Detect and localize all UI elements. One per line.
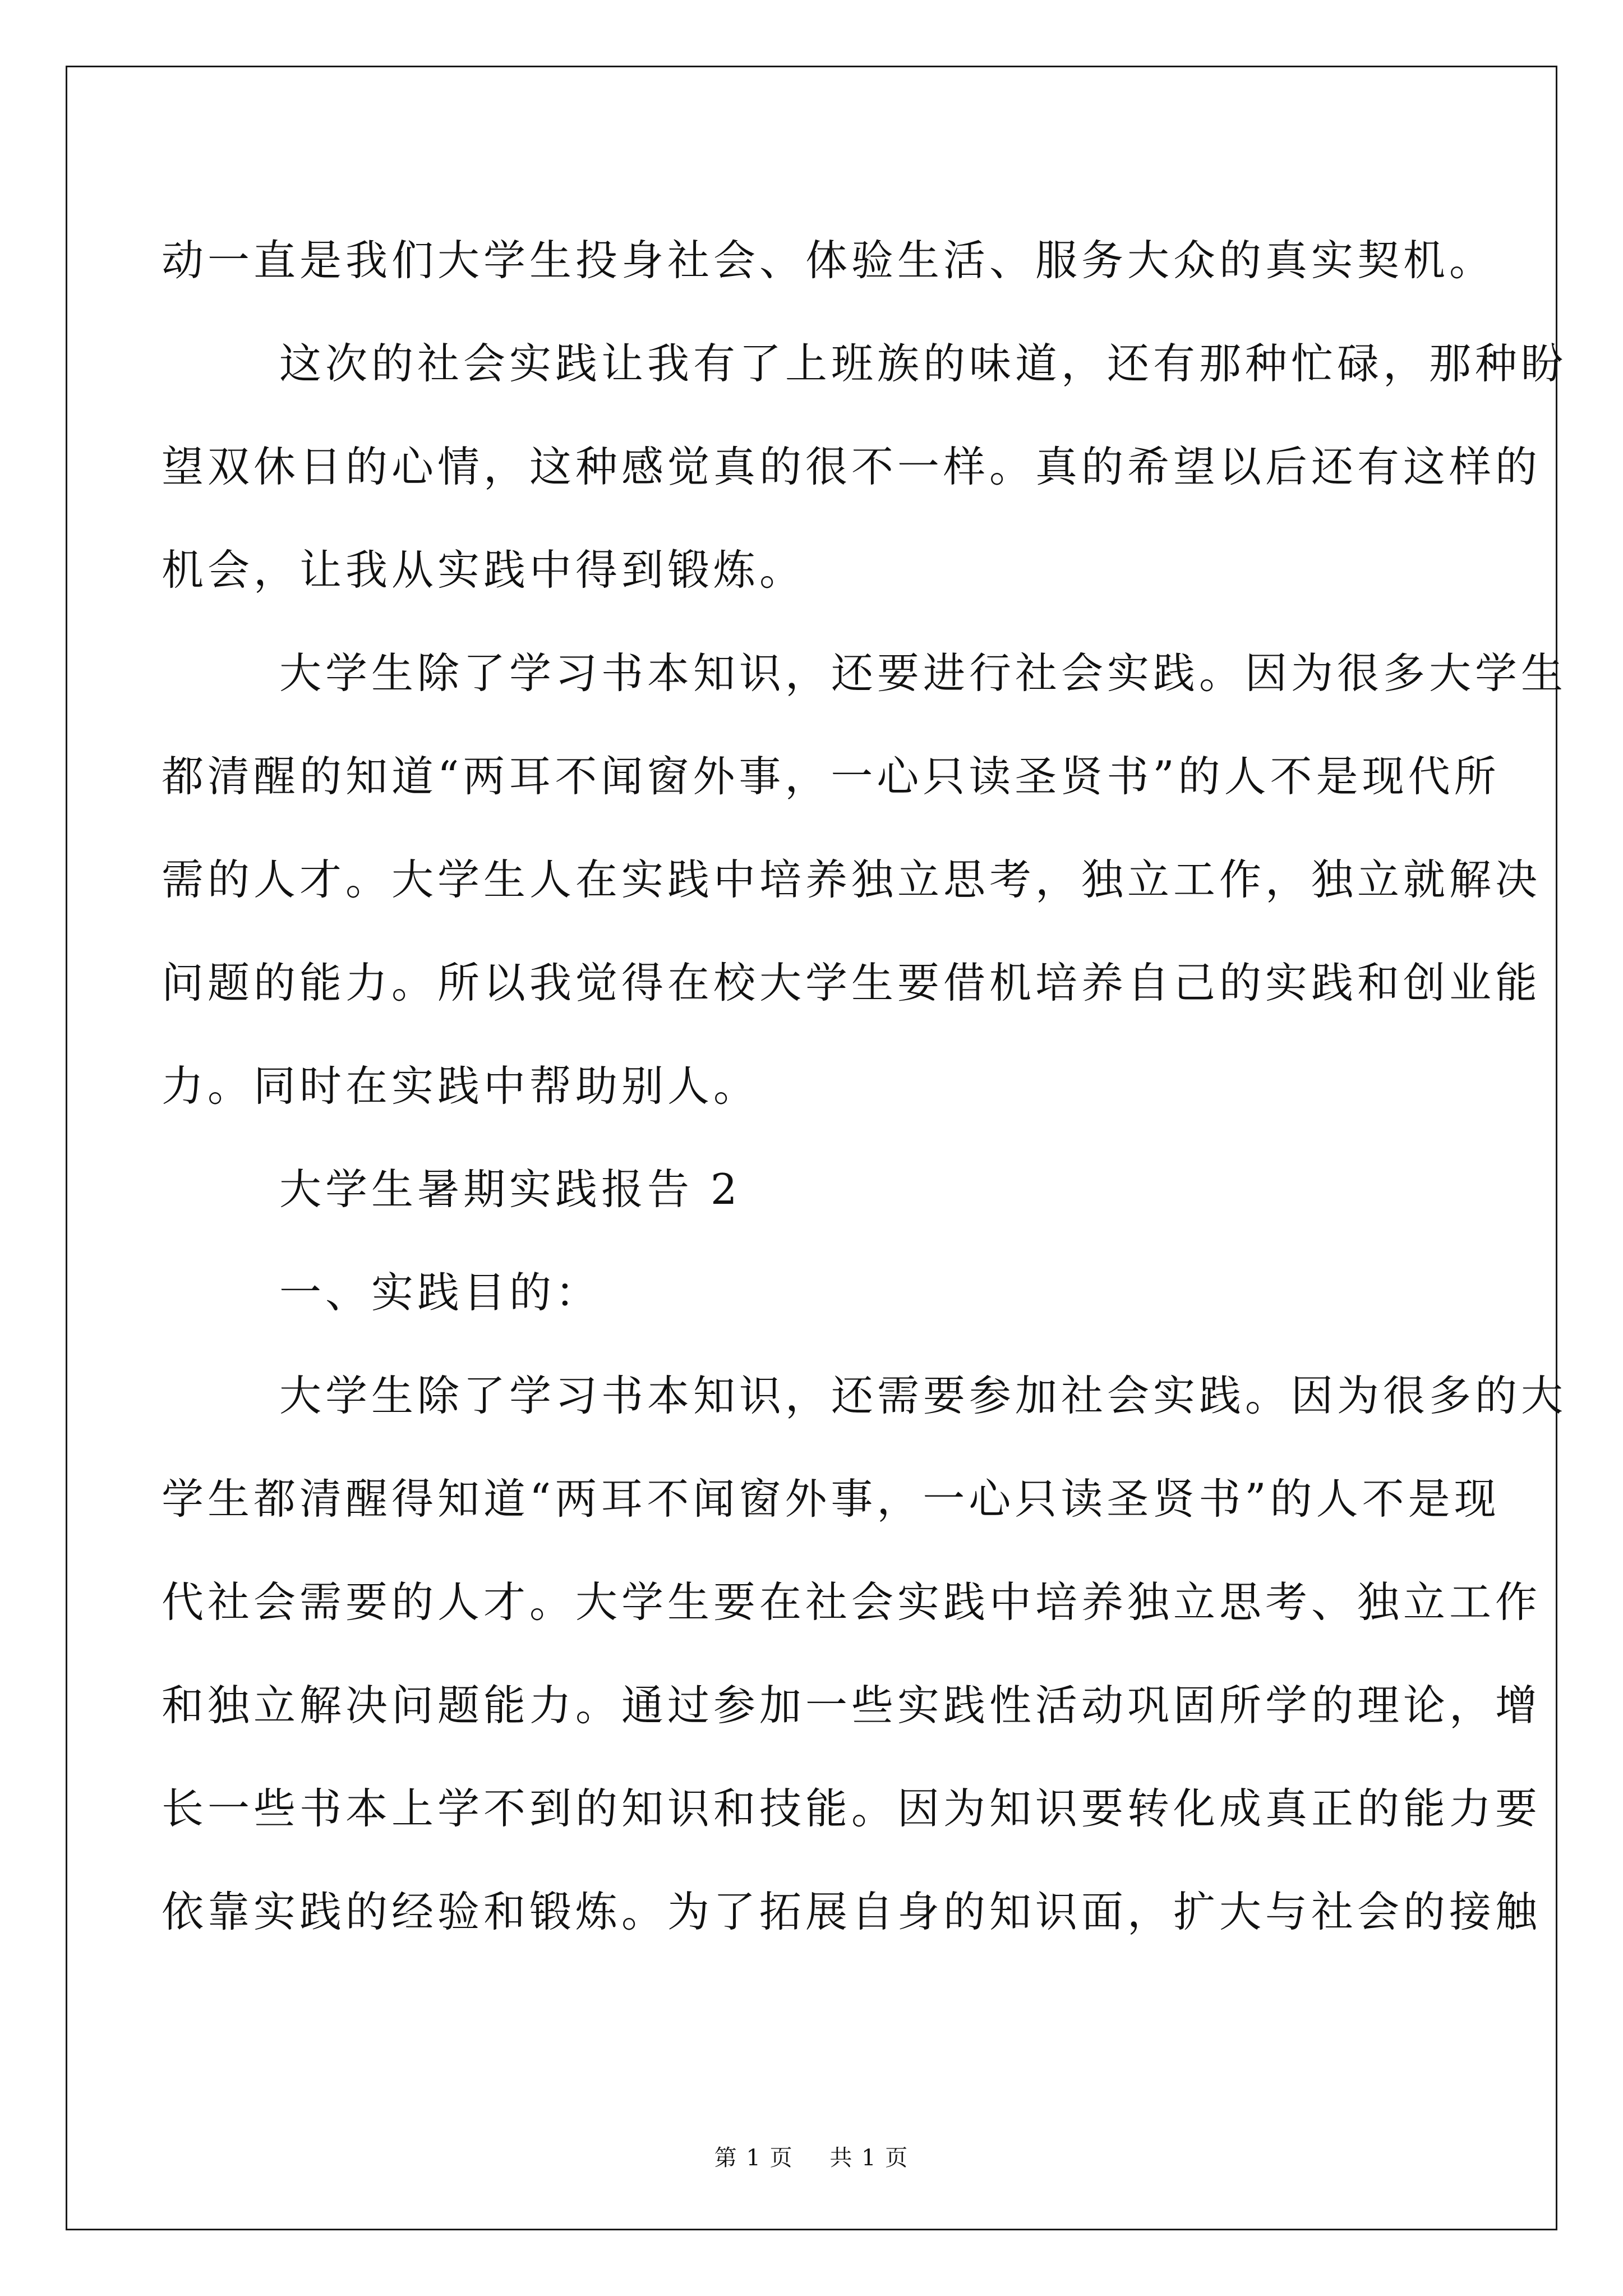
text-line: 都清醒的知道“两耳不闻窗外事，一心只读圣贤书”的人不是现代所: [162, 752, 1500, 801]
text-line: 大学生除了学习书本知识，还需要参加社会实践。因为很多的大: [279, 1371, 1567, 1420]
text-line: 需的人才。大学生人在实践中培养独立思考，独立工作，独立就解决: [162, 855, 1542, 904]
text-line: 这次的社会实践让我有了上班族的味道，还有那种忙碌，那种盼: [279, 339, 1567, 388]
document-body: [162, 209, 1567, 1963]
text-line: 动一直是我们大学生投身社会、体验生活、服务大众的真实契机。: [162, 236, 1496, 285]
section-heading: 大学生暑期实践报告 2: [279, 1165, 741, 1214]
text-line: 力。同时在实践中帮助别人。: [162, 1061, 760, 1111]
text-line: 机会，让我从实践中得到锻炼。: [162, 545, 806, 595]
text-line: 长一些书本上学不到的知识和技能。因为知识要转化成真正的能力要: [162, 1784, 1542, 1833]
text-line: 望双休日的心情，这种感觉真的很不一样。真的希望以后还有这样的: [162, 442, 1542, 491]
text-line: 大学生除了学习书本知识，还要进行社会实践。因为很多大学生: [279, 648, 1567, 698]
text-line: 依靠实践的经验和锻炼。为了拓展自身的知识面，扩大与社会的接触: [162, 1887, 1542, 1936]
text-line: 学生都清醒得知道“两耳不闻窗外事，一心只读圣贤书”的人不是现: [162, 1474, 1500, 1524]
text-line: 和独立解决问题能力。通过参加一些实践性活动巩固所学的理论，增: [162, 1681, 1542, 1730]
text-line: 代社会需要的人才。大学生要在社会实践中培养独立思考、独立工作: [162, 1577, 1542, 1627]
text-line: 问题的能力。所以我觉得在校大学生要借机培养自己的实践和创业能: [162, 958, 1542, 1007]
page-footer: [0, 2140, 1623, 2172]
subsection-heading: 一、实践目的：: [279, 1268, 602, 1317]
page-count: 共 1 页: [829, 2145, 909, 2171]
page-number: 第 1 页: [714, 2145, 794, 2171]
